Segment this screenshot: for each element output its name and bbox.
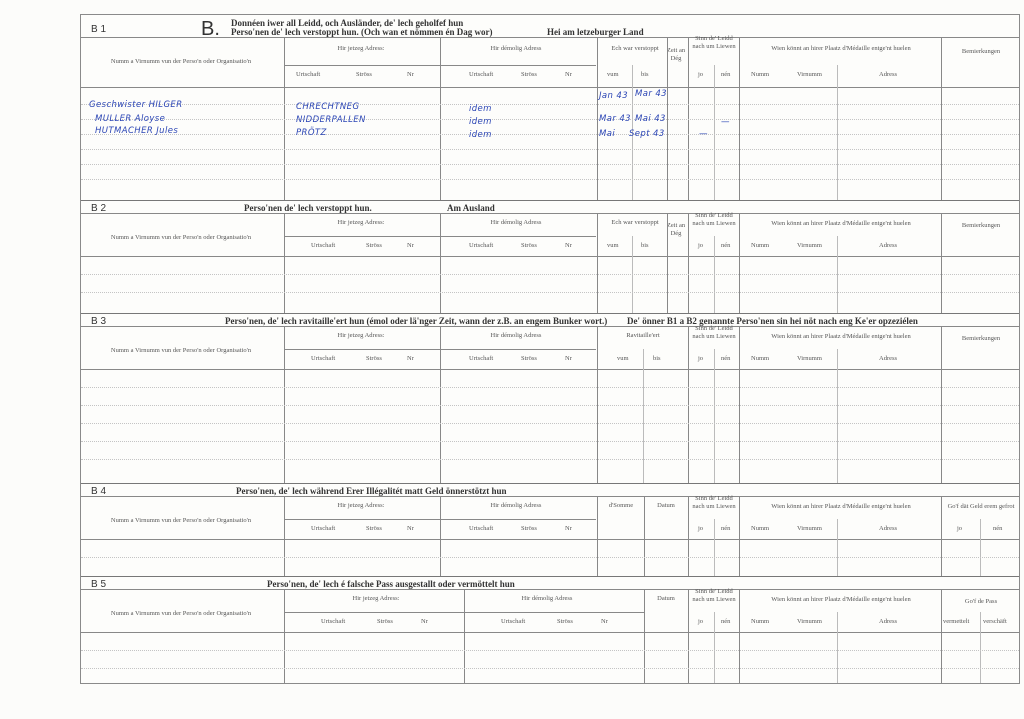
col-header-past-address: Hir démolig Adress [521, 595, 573, 602]
sub-issued: vermettelt [943, 618, 970, 625]
section-title: Perso'nen, de' lech é falsche Pass ausgestallt oder vermöttelt hun [267, 579, 515, 589]
col-sep [688, 213, 689, 313]
section-title: Perso'nen, de' lech ravitaille'ert hun (émol oder lä'nger Zeit, wann der z.B. an engem Bunker wort.) [225, 316, 608, 326]
sub-yes: jo [698, 71, 704, 78]
col-header-medal: Wien könnt an hirer Plaatz d'Médaille entge'nt huelen [771, 220, 911, 227]
sub-to: bis [641, 71, 649, 78]
sub-nr: Nr [601, 618, 608, 625]
sub-locality: Urtschaft [311, 525, 336, 532]
col-sep [941, 496, 942, 576]
row-line [81, 423, 1019, 424]
section-id: B 2 [91, 203, 107, 214]
sub-street: Ströss [557, 618, 573, 625]
row-line [81, 292, 1019, 293]
col-sep [440, 496, 441, 576]
sub-from: vum [617, 355, 629, 362]
sub-firstname: Virnumm [797, 242, 822, 249]
sub-street: Ströss [521, 525, 537, 532]
col-header-alive: Sinn de' Leidd nach um Liewen [692, 325, 736, 340]
sub-no: nén [993, 525, 1003, 532]
entry-locality: PRÖTZ [296, 128, 327, 138]
entry-to: Mar 43 [635, 89, 667, 99]
section-rule [81, 313, 1019, 314]
entry-to: Sept 43 [629, 129, 665, 139]
col-sep [667, 213, 668, 313]
header-rule [81, 539, 1019, 540]
col-sep [980, 519, 981, 576]
col-header-past-address: Hir démolig Adress [490, 502, 542, 509]
divider [81, 213, 1019, 214]
header-rule [81, 369, 1019, 370]
sub-name: Numm [751, 242, 770, 249]
sub-yes: jo [698, 525, 704, 532]
row-line [81, 134, 1019, 135]
row-line [81, 104, 1019, 105]
col-header-alive: Sinn de' Leidd nach um Liewen [692, 495, 736, 510]
col-sep [597, 496, 598, 576]
col-header-remarks: Bemierkungen [961, 48, 1001, 55]
row-line [81, 119, 1019, 120]
col-header-name: Numm a Virnumm vun der Perso'n oder Organisatio'n [110, 610, 252, 617]
sub-firstname: Virnumm [797, 618, 822, 625]
col-sep [714, 349, 715, 483]
sub-street: Ströss [521, 355, 537, 362]
col-sep [284, 213, 285, 313]
section-title-right: De' önner B1 a B2 genannte Perso'nen sin hei nöt nach eng Ke'er opzeziélen [627, 316, 918, 326]
divider [81, 589, 1019, 590]
sub-street: Ströss [366, 355, 382, 362]
col-header-name: Numm a Virnumm vun der Perso'n oder Organisatio'n [110, 58, 252, 65]
sub-to: bis [641, 242, 649, 249]
sub-name: Numm [751, 525, 770, 532]
row-line [81, 164, 1019, 165]
entry-past: idem [469, 117, 492, 127]
col-sep [837, 612, 838, 683]
col-sep [739, 213, 740, 313]
col-header-sum: d'Somme [608, 502, 634, 509]
sub-address: Adress [879, 618, 898, 625]
section-id: B 5 [91, 579, 107, 590]
col-sep [284, 496, 285, 576]
row-line [81, 459, 1019, 460]
col-header-pass: Go'f de Pass [964, 598, 998, 605]
sub-name: Numm [751, 355, 770, 362]
section-id: B 3 [91, 316, 107, 327]
sub-street: Ströss [521, 242, 537, 249]
col-sep [739, 496, 740, 576]
col-header-past-address: Hir démolig Adress [490, 332, 542, 339]
row-line [81, 650, 1019, 651]
sub-no: nén [721, 71, 731, 78]
row-line [81, 149, 1019, 150]
col-header-past-address: Hir démolig Adress [490, 219, 542, 226]
sub-locality: Urtschaft [469, 355, 494, 362]
sub-locality: Urtschaft [469, 525, 494, 532]
col-header-name: Numm a Virnumm vun der Perso'n oder Organisatio'n [110, 234, 252, 241]
sub-nr: Nr [565, 355, 572, 362]
col-header-medal: Wien könnt an hirer Plaatz d'Médaille entge'nt huelen [771, 596, 911, 603]
sub-from: vum [607, 71, 619, 78]
entry-name: MULLER Aloyse [95, 114, 166, 124]
col-sep [644, 496, 645, 576]
entry-name: Geschwister HILGER [89, 100, 183, 110]
col-header-days: Zeit an Dég [666, 47, 686, 62]
section-title: Perso'nen, de' lech während Erer Illégalitét matt Geld önnerstötzt hun [236, 486, 507, 496]
entry-from: Mai [599, 129, 616, 139]
sub-nr: Nr [565, 242, 572, 249]
col-header-alive: Sinn de' Leidd nach um Liewen [692, 212, 736, 227]
col-sep [597, 213, 598, 313]
sub-address: Adress [879, 525, 898, 532]
row-line [81, 387, 1019, 388]
row-line [81, 668, 1019, 669]
sub-yes: jo [957, 525, 963, 532]
sub-nr: Nr [421, 618, 428, 625]
sub-address: Adress [879, 242, 898, 249]
entry-from: Jan 43 [599, 91, 629, 101]
section-b4 [81, 483, 1019, 576]
col-sep [837, 349, 838, 483]
col-header-past-address: Hir démolig Adress [490, 45, 542, 52]
col-header-remarks: Bemierkungen [961, 335, 1001, 342]
divider [81, 496, 1019, 497]
section-b1 [81, 15, 1019, 200]
row-line [81, 405, 1019, 406]
col-header-remarks: Bemierkungen [961, 222, 1001, 229]
sub-no: nén [721, 355, 731, 362]
section-title-right: Am Ausland [447, 203, 495, 213]
sub-locality: Urtschaft [469, 242, 494, 249]
sub-no: nén [721, 525, 731, 532]
sub-street: Ströss [521, 71, 537, 78]
col-header-supplied: Ravitaille'ert [626, 332, 660, 339]
sub-nr: Nr [407, 71, 414, 78]
col-header-current-address: Hir jetzeg Adress: [337, 332, 385, 339]
col-header-name: Numm a Virnumm vun der Perso'n oder Organisatio'n [110, 347, 252, 354]
col-header-medal: Wien könnt an hirer Plaatz d'Médaille entge'nt huelen [771, 333, 911, 340]
sub-yes: jo [698, 618, 704, 625]
header-rule [81, 632, 1019, 633]
section-b2 [81, 200, 1019, 313]
sub-locality: Urtschaft [469, 71, 494, 78]
entry-locality: CHRECHTNEG [296, 102, 360, 112]
col-header-medal: Wien könnt an hirer Plaatz d'Médaille entge'nt huelen [771, 503, 911, 510]
col-header-name: Numm a Virnumm vun der Perso'n oder Organisatio'n [110, 517, 252, 524]
sub-from: vum [607, 242, 619, 249]
form-page [80, 14, 1020, 684]
section-rule [81, 483, 1019, 484]
col-header-current-address: Hir jetzeg Adress: [337, 45, 385, 52]
col-sep [714, 612, 715, 683]
sub-locality: Urtschaft [501, 618, 526, 625]
col-header-hidden: Ech war verstoppt [611, 219, 659, 226]
sub-street: Ströss [366, 525, 382, 532]
row-line [81, 441, 1019, 442]
sub-yes: jo [698, 355, 704, 362]
header-rule [81, 256, 1019, 257]
col-sep [714, 519, 715, 576]
col-header-medal: Wien könnt an hirer Plaatz d'Médaille entge'nt huelen [771, 45, 911, 52]
divider [81, 326, 1019, 327]
sub-street: Ströss [377, 618, 393, 625]
col-header-money: Go'f dät Geld erem gefrot [947, 503, 1015, 510]
col-sep [440, 213, 441, 313]
col-header-current-address: Hir jetzeg Adress: [337, 219, 385, 226]
col-sep [837, 519, 838, 576]
sub-firstname: Virnumm [797, 355, 822, 362]
col-sep [688, 496, 689, 576]
section-title-right: Hei am letzeburger Land [547, 27, 644, 37]
sub-no: nén [721, 242, 731, 249]
entry-past: idem [469, 130, 492, 140]
sub-nr: Nr [407, 355, 414, 362]
section-title: Perso'nen de' lech verstoppt hun. [244, 203, 372, 213]
col-sep [643, 349, 644, 483]
entry-from: Mar 43 [599, 114, 631, 124]
section-id: B 1 [91, 24, 107, 35]
sub-locality: Urtschaft [296, 71, 321, 78]
header-rule [81, 87, 1019, 88]
entry-name: HUTMACHER Jules [95, 126, 179, 136]
col-header-hidden: Ech war verstoppt [611, 45, 659, 52]
sub-firstname: Virnumm [797, 525, 822, 532]
sub-nr: Nr [565, 525, 572, 532]
row-line [81, 179, 1019, 180]
col-sep [980, 612, 981, 683]
entry-to: Mai 43 [635, 114, 666, 124]
col-header-date: Datum [657, 502, 675, 509]
section-title-line1: Donnéen iwer all Leidd, och Ausländer, de' lech geholfef hun [231, 18, 464, 28]
entry-alive: — [699, 129, 708, 139]
section-id: B 4 [91, 486, 107, 497]
section-rule [81, 200, 1019, 201]
col-header-alive: Sinn de' Leidd nach um Liewen [692, 35, 736, 50]
sub-locality: Urtschaft [321, 618, 346, 625]
col-sep [941, 213, 942, 313]
sub-nr: Nr [565, 71, 572, 78]
section-b5 [81, 576, 1019, 683]
divider [81, 37, 1019, 38]
sub-locality: Urtschaft [311, 355, 336, 362]
section-title-line2: Perso'nen de' lech verstoppt hun. (Och wan et nömmen én Dag wor) [231, 27, 493, 37]
sub-name: Numm [751, 618, 770, 625]
section-rule [81, 576, 1019, 577]
col-header-alive: Sinn de' Leidd nach um Liewen [692, 588, 736, 603]
entry-locality: NIDDERPALLEN [296, 115, 366, 125]
sub-locality: Urtschaft [311, 242, 336, 249]
section-letter: B. [201, 18, 220, 40]
sub-name: Numm [751, 71, 770, 78]
col-header-current-address: Hir jetzeg Adress: [352, 595, 400, 602]
sub-address: Adress [879, 355, 898, 362]
entry-alive: — [721, 117, 730, 127]
sub-yes: jo [698, 242, 704, 249]
col-header-days: Zeit an Dég [666, 222, 686, 237]
sub-nr: Nr [407, 242, 414, 249]
sub-nr: Nr [407, 525, 414, 532]
sub-made: verschäft [983, 618, 1007, 625]
sub-street: Ströss [366, 242, 382, 249]
sub-no: nén [721, 618, 731, 625]
sub-street: Ströss [356, 71, 372, 78]
sub-address: Adress [879, 71, 898, 78]
col-header-date: Datum [657, 595, 675, 602]
row-line [81, 274, 1019, 275]
row-line [81, 557, 1019, 558]
section-b3 [81, 313, 1019, 483]
col-header-current-address: Hir jetzeg Adress: [337, 502, 385, 509]
entry-past: idem [469, 104, 492, 114]
sub-firstname: Virnumm [797, 71, 822, 78]
sub-to: bis [653, 355, 661, 362]
